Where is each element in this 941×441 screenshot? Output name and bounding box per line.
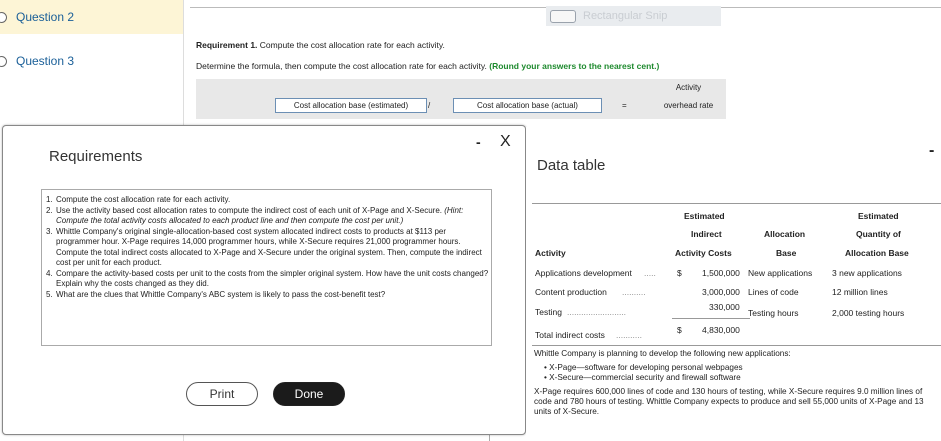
formula-panel xyxy=(196,79,726,119)
row-activity: Applications development xyxy=(535,268,632,278)
row-dollar-sign: $ xyxy=(677,268,682,278)
header-activity: Activity xyxy=(535,248,566,258)
row-qty: 12 million lines xyxy=(832,287,888,297)
requirements-list xyxy=(42,190,491,300)
scenario-notes xyxy=(534,349,934,417)
notes-bullet: • X-Page—software for developing personal webpages xyxy=(544,363,934,373)
header-estimated-qty: Estimated xyxy=(858,211,899,221)
header-allocation-base: Allocation Base xyxy=(845,248,909,258)
rounding-hint: (Round your answers to the nearest cent.) xyxy=(489,61,660,71)
done-button[interactable]: Done xyxy=(273,382,345,406)
item-text: Compute the cost allocation rate for each activity. xyxy=(56,195,231,204)
item-number: 3. xyxy=(46,226,53,236)
formula-dropdown-1[interactable]: Cost allocation base (estimated) xyxy=(275,98,427,113)
item-number: 4. xyxy=(46,268,53,278)
notes-paragraph: X-Page requires 600,000 lines of code and 130 hours of testing, while X-Secure requires 9.0 million lines of code and 780 hours of testing. Whittle Company expects to produce and sell 55,000 units of X-Page and 13 units of X-Secure. xyxy=(534,387,924,416)
item-text: Compare the activity-based costs per unit to the costs from the simpler original system. How have the unit costs changed? Explain why the costs changed as they did. xyxy=(56,268,489,288)
requirements-list-box xyxy=(41,189,492,346)
total-cost: 4,830,000 xyxy=(702,325,740,335)
requirement-number: Requirement 1. xyxy=(196,40,258,50)
radio-icon xyxy=(0,12,7,23)
row-qty: 2,000 testing hours xyxy=(832,308,905,318)
header-quantity-of: Quantity of xyxy=(856,229,901,239)
item-text: Use the activity based cost allocation rates to compute the indirect cost of each unit of X-Page and X-Secure. xyxy=(56,205,442,215)
header-base: Base xyxy=(776,248,797,258)
item-number: 5. xyxy=(46,289,53,299)
instruction-text: Determine the formula, then compute the cost allocation rate for each activity. xyxy=(196,61,487,71)
requirement-item xyxy=(42,206,491,227)
item-hint: (Hint: Compute the total activity costs allocated to each product line and then compute the cost per unit.) xyxy=(56,205,464,225)
requirement-instructions xyxy=(196,61,659,71)
notes-intro: Whittle Company is planning to develop the following new applications: xyxy=(534,349,791,358)
result-header-line1: Activity xyxy=(675,83,702,92)
minimize-icon[interactable]: - xyxy=(929,142,935,159)
cost-data-table xyxy=(532,203,941,346)
total-leader-dots: ........... xyxy=(616,330,642,340)
requirement-item xyxy=(42,269,491,290)
nav-item-label: Question 2 xyxy=(16,10,75,24)
snip-icon xyxy=(550,10,576,23)
print-button[interactable]: Print xyxy=(186,382,258,406)
formula-dropdown-2[interactable]: Cost allocation base (actual) xyxy=(453,98,602,113)
row-qty: 3 new applications xyxy=(832,268,902,278)
row-base: Testing hours xyxy=(748,308,799,318)
notes-bullet: • X-Secure—commercial security and firewall software xyxy=(544,373,934,383)
item-text: Whittle Company's original single-allocation-based cost system allocated indirect costs to products at $113 per programmer hour. X-Page requires 14,000 programmer hours, while X-Secure requires 21,000 programmer hours. Compute the total indirect costs allocated to X-Page and X-Secure under the original system. Then, compute the indirect cost per unit for each product. xyxy=(56,226,482,267)
total-dollar-sign: $ xyxy=(677,325,682,335)
row-cost: 1,500,000 xyxy=(702,268,740,278)
row-leader-dots: .......... xyxy=(622,287,646,297)
item-text: What are the clues that Whittle Company's ABC system is likely to pass the cost-benefit test? xyxy=(56,289,386,299)
header-estimated: Estimated xyxy=(684,211,725,221)
minimize-icon[interactable]: - xyxy=(476,134,481,150)
row-leader-dots: ..... xyxy=(644,268,656,278)
requirement-text: Compute the cost allocation rate for each activity. xyxy=(257,40,445,50)
header-allocation: Allocation xyxy=(764,229,806,239)
requirement-item xyxy=(42,290,491,301)
row-cost: 330,000 xyxy=(709,302,740,312)
row-base: Lines of code xyxy=(748,287,799,297)
row-activity: Content production xyxy=(535,287,607,297)
requirement-heading xyxy=(196,40,445,50)
radio-icon xyxy=(0,56,7,67)
header-activity-costs: Activity Costs xyxy=(675,248,732,258)
subtotal-rule xyxy=(672,318,750,319)
rectangular-snip-overlay[interactable] xyxy=(546,6,721,26)
equals-operator: = xyxy=(622,101,627,110)
nav-item-label: Question 3 xyxy=(16,54,75,68)
requirement-item xyxy=(42,227,491,269)
row-activity: Testing xyxy=(535,307,562,317)
requirements-dialog xyxy=(2,125,526,435)
divide-operator: / xyxy=(428,101,431,110)
requirement-item xyxy=(42,195,491,206)
header-indirect: Indirect xyxy=(691,229,722,239)
data-table-title: Data table xyxy=(537,157,606,174)
close-icon[interactable]: X xyxy=(500,133,511,150)
notes-list xyxy=(534,363,934,383)
dialog-title: Requirements xyxy=(49,148,143,165)
row-base: New applications xyxy=(748,268,813,278)
snip-label: Rectangular Snip xyxy=(583,10,668,22)
row-cost: 3,000,000 xyxy=(702,287,740,297)
item-number: 1. xyxy=(46,195,53,204)
item-number: 2. xyxy=(46,205,53,215)
row-leader-dots: ......................... xyxy=(567,307,627,317)
nav-item-question-3[interactable] xyxy=(0,44,183,78)
result-header-line2: overhead rate xyxy=(663,101,714,110)
total-label: Total indirect costs xyxy=(535,330,605,340)
data-table-dialog xyxy=(526,127,941,441)
nav-item-question-2[interactable] xyxy=(0,0,183,34)
